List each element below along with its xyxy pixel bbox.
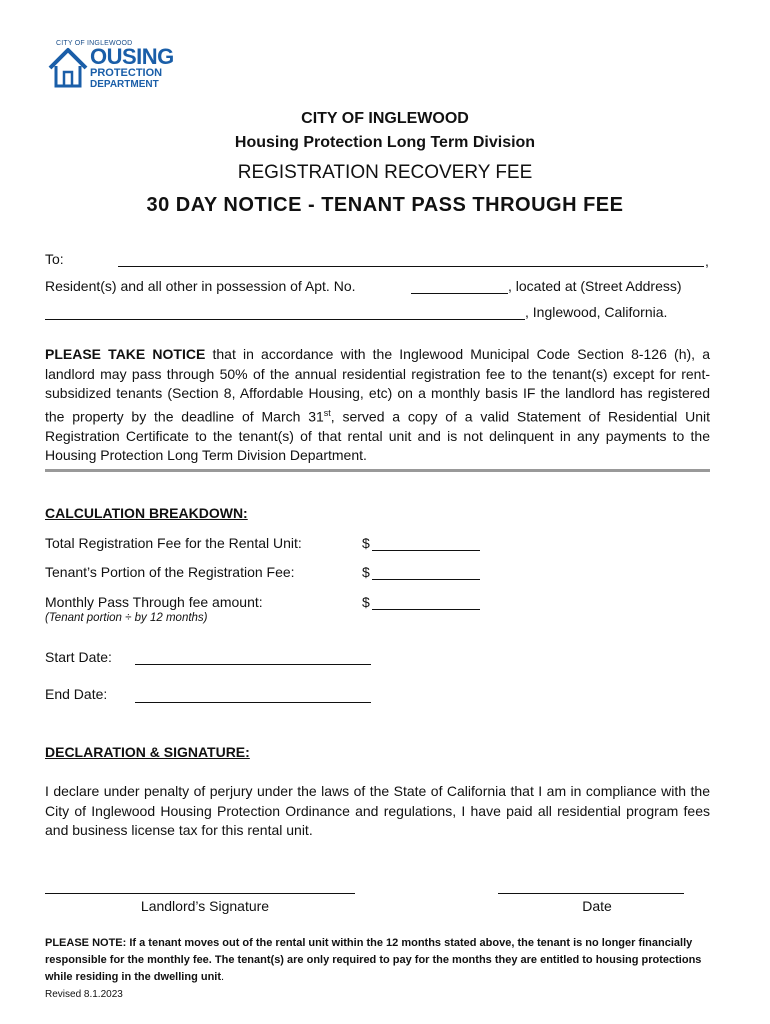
monthly-fee-field[interactable] <box>372 609 480 610</box>
monthly-hint: (Tenant portion ÷ by 12 months) <box>45 612 208 624</box>
notice-paragraph <box>45 345 710 466</box>
residents-label: Resident(s) and all other in possession of Apt. No. <box>45 278 356 294</box>
total-fee-field[interactable] <box>372 550 480 551</box>
notice-lead: PLEASE TAKE NOTICE <box>45 346 206 362</box>
street-address-field[interactable] <box>45 319 525 320</box>
calculation-heading: CALCULATION BREAKDOWN: <box>45 505 248 521</box>
notice-body-2: , served a copy of a valid Statement of Residential Unit Registration Certificate to the tenant(s) of that rental unit and is not delinquent in any payments to the Housing Protection Long Term Division Department. <box>45 408 710 464</box>
tenant-portion-field[interactable] <box>372 579 480 580</box>
to-label: To: <box>45 251 64 267</box>
section-divider <box>45 469 710 472</box>
document-title: REGISTRATION RECOVERY FEE <box>237 162 533 183</box>
city-suffix: , Inglewood, California. <box>525 304 668 320</box>
calc-row-tenant-label: Tenant’s Portion of the Registration Fee: <box>45 564 295 580</box>
to-trailing-comma: , <box>705 253 709 269</box>
landlord-signature-field[interactable] <box>45 893 355 894</box>
logo-department-text: DEPARTMENT <box>90 79 159 90</box>
footer-note <box>45 935 710 986</box>
end-date-label: End Date: <box>45 686 108 702</box>
department-logo <box>48 40 174 92</box>
logo-city-text: CITY OF INGLEWOOD <box>56 40 133 47</box>
date-label: Date <box>582 898 612 914</box>
footer-note-end: . <box>221 971 225 983</box>
division-heading: Housing Protection Long Term Division <box>234 134 536 151</box>
logo-protection-text: PROTECTION <box>90 67 163 79</box>
notice-sup: st <box>323 407 331 418</box>
calc-row-tenant-currency: $ <box>362 564 370 580</box>
declaration-text: I declare under penalty of perjury under the laws of the State of California that I am in compliance with the City of Inglewood Housing Protection Ordinance and regulations, I have paid all residential program fees and business license tax for this rental unit. <box>45 783 710 838</box>
calc-row-monthly-currency: $ <box>362 594 370 610</box>
end-date-field[interactable] <box>135 702 371 703</box>
start-date-label: Start Date: <box>45 649 112 665</box>
start-date-field[interactable] <box>135 664 371 665</box>
calc-row-total-label: Total Registration Fee for the Rental Unit: <box>45 535 302 551</box>
calc-row-total-currency: $ <box>362 535 370 551</box>
to-field[interactable] <box>118 266 704 267</box>
located-label: , located at (Street Address) <box>508 278 682 294</box>
apt-number-field[interactable] <box>411 293 508 294</box>
revised-date: Revised 8.1.2023 <box>45 989 123 1000</box>
logo-ousing-text: OUSING <box>90 44 174 69</box>
notice-body-1: that in accordance with the Inglewood Municipal Code Section 8-126 (h), a landlord may pass through 50% of the annual residential registration fee to the tenant(s) except for rent-subsidized tenants (Section 8, Affordable Housing, etc) on a monthly basis IF the landlord has registered the property by the deadline of March 31 <box>45 346 710 425</box>
date-field[interactable] <box>498 893 684 894</box>
document-subtitle: 30 DAY NOTICE - TENANT PASS THROUGH FEE <box>146 194 624 216</box>
calc-row-monthly-label: Monthly Pass Through fee amount: <box>45 594 263 610</box>
footer-note-body: If a tenant moves out of the rental unit within the 12 months stated above, the tenant is no longer financially responsible for the monthly fee. The tenant(s) are only required to pay for the months they are entitled to housing protections while residing in the dwelling unit <box>45 937 702 983</box>
house-icon <box>48 46 88 88</box>
city-heading: CITY OF INGLEWOOD <box>301 110 469 127</box>
footer-note-lead: PLEASE NOTE: <box>45 937 127 949</box>
landlord-signature-label: Landlord’s Signature <box>140 898 270 914</box>
declaration-heading: DECLARATION & SIGNATURE: <box>45 744 250 760</box>
